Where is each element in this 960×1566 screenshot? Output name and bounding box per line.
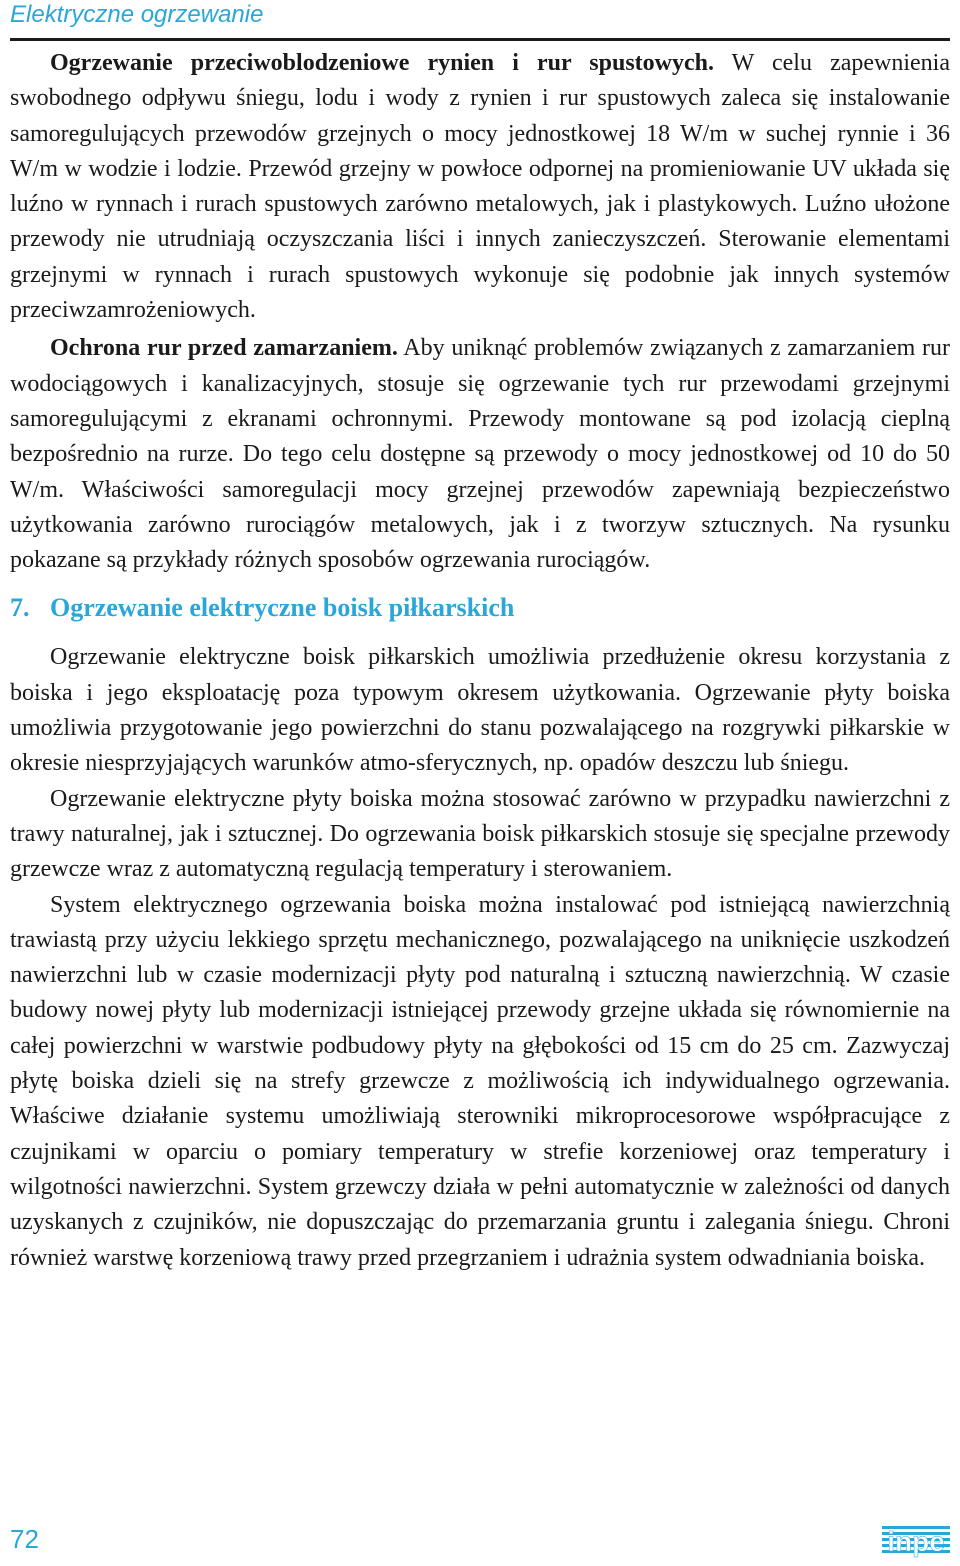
header-rule xyxy=(10,38,950,41)
paragraph-text: W celu zapewnienia swobodnego odpływu śniegu, lodu i wody z rynien i rur spustowych zaleca się instalowanie samoregulujących przewodów grzejnych o mocy jednostkowej 18 W/m w suchej rynnie i 36 W/m w wodzie i lodzie. Przewód grzejny w powłoce odpornej na promieniowanie UV układa się luźno w rynnach i rurach spustowych zarówno metalowych, jak i plastykowych. Luźno ułożone przewody nie utrudniają oczyszczania liści i innych zanieczyszczeń. Sterowanie elementami grzejnymi w rynnach i rurach spustowych wykonuje się podobnie jak innych systemów przeciwzamrożeniowych. xyxy=(10,50,951,324)
page-number: 72 xyxy=(10,1524,39,1554)
inpe-logo xyxy=(880,1520,952,1560)
paragraph: Ogrzewanie elektryczne płyty boiska można stosować zarówno w przypadku nawierzchni z trawy naturalnej, jak i sztucznej. Do ogrzewania boisk piłkarskich stosuje się specjalne przewody grzewcze wraz z automatyczną regulacją temperatury i sterowaniem. xyxy=(10,785,950,883)
section-title: Ogrzewanie elektryczne boisk piłkarskich xyxy=(50,593,515,623)
run-in-heading: Ogrzewanie przeciwoblodzeniowe rynien i rur spustowych. xyxy=(50,50,715,76)
running-head-title: Elektryczne ogrzewanie xyxy=(10,1,264,28)
svg-text:inpe: inpe xyxy=(887,1526,945,1557)
paragraph-gutter-heating xyxy=(10,46,950,328)
paragraph: System elektrycznego ogrzewania boiska można instalować pod istniejącą nawierzchnią trawiastą przy użyciu lekkiego sprzętu mechanicznego, pozwalającego na uniknięcie uszkodzeń nawierzchni lub w czasie modernizacji płyty pod naturalną i sztuczną nawierzchnią. W czasie budowy nowej płyty lub modernizacji istniejącej przewody grzejne układa się równomiernie na całej powierzchni w warstwie podbudowy płyty na głębokości od 15 cm do 25 cm. Zazwyczaj płytę boiska dzieli się na strefy grzewcze z możliwością ich indywidualnego ogrzewania. Właściwe działanie systemu umożliwiają sterowniki mikroprocesorowe współpracujące z czujnikami w oparciu o pomiary temperatury w strefie korzeniowej oraz temperatury i wilgotności nawierzchni. System grzewczy działa w pełni automatycznie w zależności od danych uzyskanych z czujników, nie dopuszczając do przemarzania gruntu i zalegania śniegu. Chroni również warstwę korzeniową trawy przed przegrzaniem i udrażnia system odwadniania boiska. xyxy=(10,891,950,1271)
run-in-heading: Ochrona rur przed zamarzaniem. xyxy=(50,335,398,362)
paragraph: Ogrzewanie elektryczne boisk piłkarskich umożliwia przedłużenie okresu korzystania z boiska i jego eksploatację poza typowym okresem użytkowania. Ogrzewanie płyty boiska umożliwia przygotowanie jego powierzchni do stanu pozwalającego na rozgrywki piłkarskie w okresie niesprzyjających warunków atmo-sferycznych, np. opadów deszczu lub śniegu. xyxy=(10,644,950,777)
paragraph-text: Aby uniknąć problemów związanych z zamarzaniem rur wodociągowych i kanalizacyjnych, stosuje się ogrzewanie tych rur przewodami grzejnymi samoregulującymi z ekranami ochronnymi. Przewody montowane są pod izolacją cieplną bezpośrednio na rurze. Do tego celu dostępne są przewody o mocy jednostkowej od 10 do 50 W/m. Właściwości samoregulacji mocy grzejnej przewodów zapewniają bezpieczeństwo użytkowania zarówno rurociągów metalowych, jak i z tworzyw sztucznych. Na rysunku pokazane są przykłady różnych sposobów ogrzewania rurociągów. xyxy=(10,335,950,574)
section-number: 7. xyxy=(10,593,30,623)
paragraph-pipe-protection xyxy=(10,331,950,578)
page-content xyxy=(10,46,950,1276)
section-heading xyxy=(10,590,950,626)
